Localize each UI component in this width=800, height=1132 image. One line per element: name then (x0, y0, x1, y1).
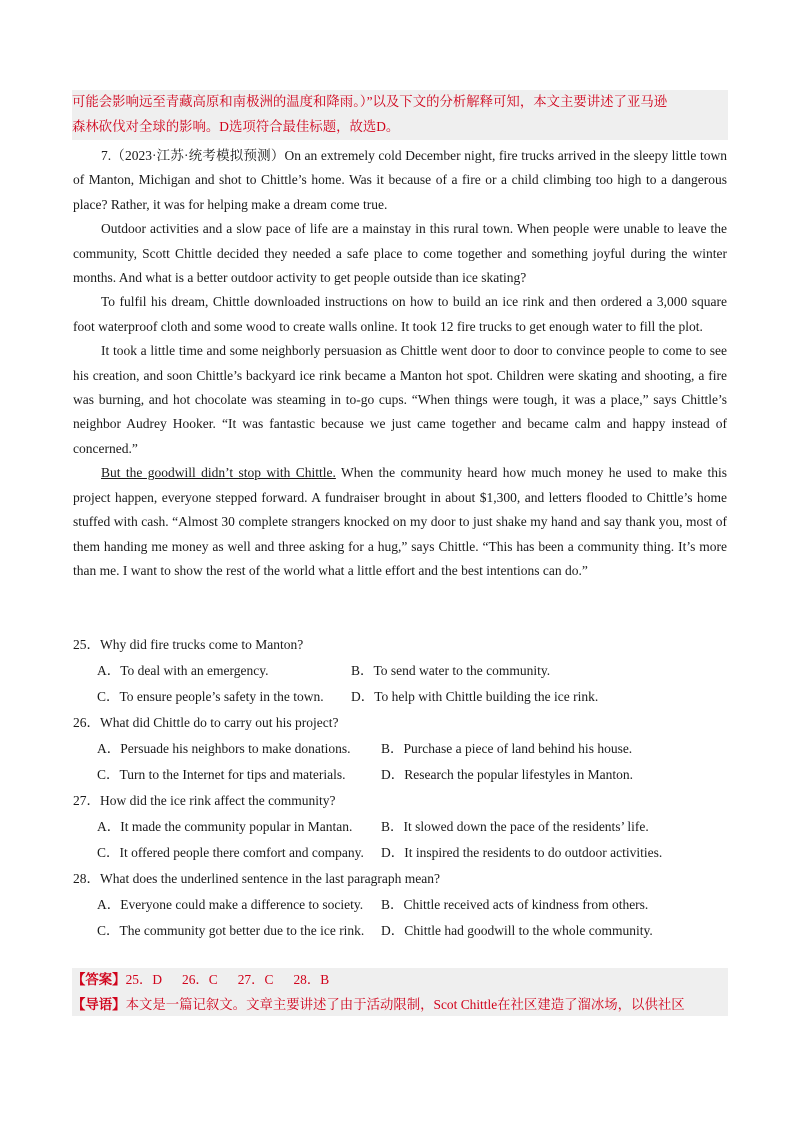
option-c: C．To ensure people’s safety in the town. (97, 689, 324, 704)
option-d: D．Research the popular lifestyles in Manton. (381, 767, 633, 782)
reading-passage (73, 144, 727, 583)
guide-text: 本文是一篇记叙文。文章主要讲述了由于活动限制，Scot Chittle在社区建造了溜冰场，以供社区 (125, 996, 685, 1012)
question-source: （2023·江苏·统考模拟预测） (111, 148, 285, 163)
guide-tag: 【导语】 (72, 996, 126, 1012)
question-stem: 26．What did Chittle do to carry out his project? (73, 715, 339, 730)
option-row (73, 684, 727, 710)
answer-section (72, 968, 728, 1016)
option-c: C．The community got better due to the ice rink. (97, 923, 365, 938)
passage-paragraph-3: To fulfil his dream, Chittle downloaded instructions on how to build an ice rink and then ordered a 3,000 square foot waterproof cloth and some wood to create walls online. It took 12 fire trucks to get enough water to fill the plot. (73, 294, 727, 334)
question-28 (73, 866, 727, 944)
option-a: A．To deal with an emergency. (97, 663, 269, 678)
question-stem: 25．Why did fire trucks come to Manton? (73, 637, 304, 652)
previous-answer-explanation (72, 90, 728, 140)
question-stem: 28．What does the underlined sentence in the last paragraph mean? (73, 871, 440, 886)
question-stem: 27．How did the ice rink affect the community? (73, 793, 336, 808)
option-a: A．Everyone could make a difference to society. (97, 897, 364, 912)
question-list (73, 632, 727, 944)
option-row (73, 840, 727, 866)
option-b: B．Purchase a piece of land behind his house. (381, 741, 633, 756)
option-row (73, 918, 727, 944)
paragraph-text: When the community heard how much money he used to make this project happen, everyone stepped forward. A fundraiser brought in about $1,300, and letters flooded to Chittle’s home stuffed with cash. “Almost 30 complete strangers knocked on my door to just shake my hand and say thank you, most of them handing me money as well and three asking for a hug,” says Chittle. “This has been a community thing. It’s more than me. I want to show the rest of the world what a little effort and the best intentions can do.” (73, 465, 728, 578)
question-number: 7. (101, 148, 112, 163)
option-row (73, 658, 727, 684)
explanation-line-2: 森林砍伐对全球的影响。D选项符合最佳标题，故选D。 (72, 118, 400, 134)
passage-paragraph-5 (73, 461, 727, 583)
answer-item: 26．C (182, 972, 218, 987)
question-27 (73, 788, 727, 866)
paragraph-text: On an extremely cold December night, fire trucks arrived in the sleepy little town of Manton, Michigan and shot to Chittle’s home. Was it because of a fire or a child climbing too high to a dangerous place? Rather, it was for helping make a dream come true. (73, 148, 727, 212)
question-26 (73, 710, 727, 788)
option-row (73, 892, 727, 918)
underlined-sentence: But the goodwill didn’t stop with Chittle. (101, 465, 336, 481)
answer-tag: 【答案】 (72, 972, 126, 987)
question-25 (73, 632, 727, 710)
passage-paragraph-4: It took a little time and some neighborly persuasion as Chittle went door to door to convince people to come to see his creation, and soon Chittle’s backyard ice rink became a Manton hot spot. Children were skating and shooting, a fire was burning, and hot chocolate was steaming in to-go cups. “When things were tough, it was a place,” says Chittle’s neighbor Audrey Hooker. “It was fantastic because we just came together and became calm and happy instead of concerned.” (73, 343, 727, 456)
option-c: C．It offered people there comfort and company. (97, 845, 364, 860)
option-d: D．To help with Chittle building the ice rink. (351, 689, 599, 704)
guide-line (72, 993, 728, 1018)
option-a: A．It made the community popular in Mantan. (97, 819, 353, 834)
answer-item: 28．B (293, 972, 330, 987)
explanation-line-1: 可能会影响远至青藏高原和南极洲的温度和降雨。）”以及下文的分析解释可知，本文主要讲述了亚马逊 (72, 94, 668, 109)
option-row (73, 762, 727, 788)
passage-paragraph-2: Outdoor activities and a slow pace of life are a mainstay in this rural town. When people were unable to leave the community, Scott Chittle decided they needed a safe place to come together and something joyful during the winter months. And what is a better outdoor activity to get people outside than ice skating? (73, 221, 727, 286)
option-d: D．Chittle had goodwill to the whole community. (381, 923, 653, 938)
option-row (73, 736, 727, 762)
option-d: D．It inspired the residents to do outdoor activities. (381, 845, 663, 860)
option-a: A．Persuade his neighbors to make donations. (97, 741, 351, 756)
option-b: B．Chittle received acts of kindness from others. (381, 897, 649, 912)
option-row (73, 814, 727, 840)
option-b: B．To send water to the community. (351, 663, 551, 678)
answer-item: 27．C (237, 972, 274, 987)
passage-paragraph-1 (73, 144, 727, 217)
answer-key-line (72, 968, 728, 993)
option-c: C．Turn to the Internet for tips and materials. (97, 767, 346, 782)
option-b: B．It slowed down the pace of the residents’ life. (381, 819, 649, 834)
answer-item: 25．D (125, 972, 163, 987)
